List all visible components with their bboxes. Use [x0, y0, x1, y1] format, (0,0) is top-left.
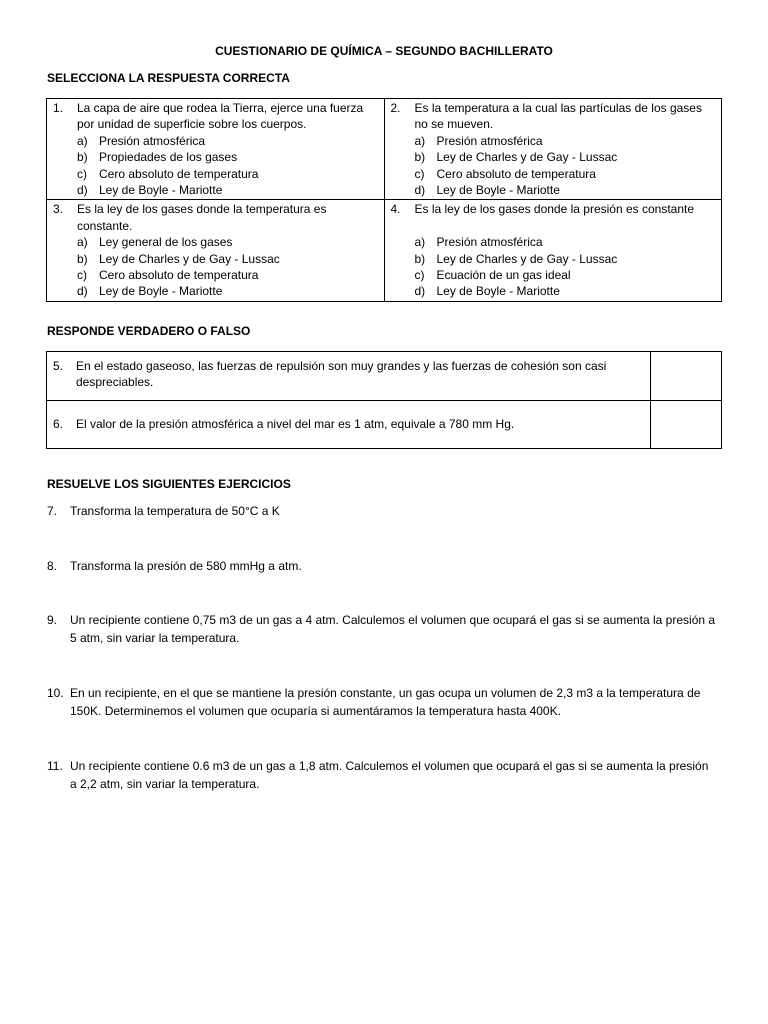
option-d: [391, 283, 716, 299]
section-heading-true-false: RESPONDE VERDADERO O FALSO: [47, 324, 251, 338]
question-cell-2: [384, 99, 722, 200]
exercise-number: 7.: [47, 504, 58, 518]
option-text: Cero absoluto de temperatura: [99, 268, 259, 283]
statement-5: [53, 358, 644, 391]
question-text: La capa de aire que rodea la Tierra, ejerce una fuerza por unidad de superficie sobre los cuerpos.: [77, 101, 364, 132]
option-text: Ley de Boyle - Mariotte: [436, 284, 560, 299]
true-false-table: [46, 351, 722, 449]
exercise-number: 8.: [47, 559, 58, 573]
option-letter: c): [414, 268, 425, 283]
option-letter: c): [414, 166, 425, 181]
option-c: [53, 267, 378, 283]
statement-6: [53, 416, 644, 432]
section-heading-exercises: RESUELVE LOS SIGUIENTES EJERCICIOS: [47, 477, 291, 491]
option-letter: a): [77, 133, 88, 148]
option-letter: b): [77, 251, 88, 266]
statement-cell-6: [47, 401, 651, 449]
option-text: Presión atmosférica: [436, 133, 543, 148]
option-text: Ley de Charles y de Gay - Lussac: [436, 251, 618, 266]
exercise-number: 11.: [47, 759, 63, 773]
option-c: [391, 166, 716, 182]
exercise-text: Un recipiente contiene 0,75 m3 de un gas a 4 atm. Calculemos el volumen que ocupará el gas si se aumenta la presión a 5 atm, sin variar la temperatura.: [70, 613, 716, 645]
option-a: [53, 133, 378, 149]
question-cell-1: [47, 99, 385, 200]
statement-number: 6.: [53, 417, 64, 432]
option-letter: a): [414, 133, 426, 148]
page-title: CUESTIONARIO DE QUÍMICA – SEGUNDO BACHILLERATO: [215, 44, 553, 58]
option-d: [391, 182, 716, 198]
multiple-choice-table: [46, 98, 722, 302]
option-letter: c): [77, 268, 87, 283]
question-1: [53, 100, 378, 133]
option-text: Ley de Boyle - Mariotte: [99, 284, 223, 299]
option-text: Propiedades de los gases: [99, 150, 238, 165]
statement-text: El valor de la presión atmosférica a nivel del mar es 1 atm, equivale a 780 mm Hg.: [76, 417, 515, 432]
exercise-8: [47, 557, 717, 575]
statement-text: En el estado gaseoso, las fuerzas de repulsión son muy grandes y las fuerzas de cohesión son casi despreciables.: [76, 359, 607, 390]
question-text: Es la temperatura a la cual las partículas de los gases no se mueven.: [414, 101, 702, 132]
option-d: [53, 283, 378, 299]
option-b: [53, 149, 378, 165]
spacer: [391, 218, 716, 234]
option-text: Ley de Charles y de Gay - Lussac: [99, 251, 280, 266]
question-number: 4.: [390, 202, 401, 217]
statement-number: 5.: [53, 359, 64, 373]
exercise-text: En un recipiente, en el que se mantiene la presión constante, un gas ocupa un volumen de 2,3 m3 a la temperatura de 150K. Determinemos el volumen que ocuparía si aumentáramos la temperatura hasta 400K.: [70, 686, 701, 718]
option-text: Cero absoluto de temperatura: [436, 166, 596, 181]
option-c: [391, 267, 716, 283]
question-cell-4: [384, 200, 722, 301]
question-4: [391, 201, 716, 217]
option-text: Cero absoluto de temperatura: [99, 166, 259, 181]
option-text: Presión atmosférica: [99, 133, 206, 148]
question-text: Es la ley de los gases donde la presión es constante: [414, 202, 695, 217]
option-b: [391, 149, 716, 165]
option-text: Ley general de los gases: [99, 235, 233, 250]
option-letter: d): [414, 284, 426, 299]
question-3: [53, 201, 378, 234]
exercise-11: [47, 757, 717, 793]
answer-box-6[interactable]: [651, 401, 722, 449]
question-number: 2.: [390, 101, 401, 115]
exercise-number: 10.: [47, 686, 64, 700]
exercise-10: [47, 684, 717, 720]
option-letter: a): [77, 235, 88, 250]
option-text: Presión atmosférica: [436, 235, 543, 250]
option-letter: c): [77, 166, 87, 181]
option-letter: b): [414, 251, 426, 266]
statement-cell-5: [47, 352, 651, 401]
option-letter: b): [77, 150, 88, 165]
option-a: [391, 234, 716, 250]
option-text: Ley de Boyle - Mariotte: [99, 183, 223, 198]
option-letter: d): [77, 183, 88, 198]
option-text: Ley de Charles y de Gay - Lussac: [436, 150, 618, 165]
exercise-7: [47, 502, 717, 520]
question-text: Es la ley de los gases donde la temperatura es constante.: [77, 202, 327, 233]
option-a: [53, 234, 378, 250]
option-text: Ecuación de un gas ideal: [436, 268, 571, 283]
exercise-9: [47, 611, 717, 647]
exercise-text: Transforma la presión de 580 mmHg a atm.: [70, 559, 302, 573]
exercise-number: 9.: [47, 613, 58, 627]
option-d: [53, 182, 378, 198]
option-letter: d): [414, 183, 426, 198]
exercise-text: Un recipiente contiene 0.6 m3 de un gas a 1,8 atm. Calculemos el volumen que ocupará el gas si se aumenta la presión a 2,2 atm, sin variar la temperatura.: [70, 759, 709, 791]
option-b: [53, 251, 378, 267]
exercise-text: Transforma la temperatura de 50°C a K: [70, 504, 280, 518]
option-letter: b): [414, 150, 426, 165]
option-b: [391, 251, 716, 267]
question-number: 3.: [53, 202, 64, 217]
option-letter: a): [414, 235, 426, 250]
option-a: [391, 133, 716, 149]
question-number: 1.: [53, 101, 64, 115]
option-text: Ley de Boyle - Mariotte: [436, 183, 560, 198]
option-c: [53, 166, 378, 182]
section-heading-multiple-choice: SELECCIONA LA RESPUESTA CORRECTA: [47, 71, 290, 85]
question-cell-3: [47, 200, 385, 301]
option-letter: d): [77, 284, 88, 299]
answer-box-5[interactable]: [651, 352, 722, 401]
question-2: [391, 100, 716, 133]
